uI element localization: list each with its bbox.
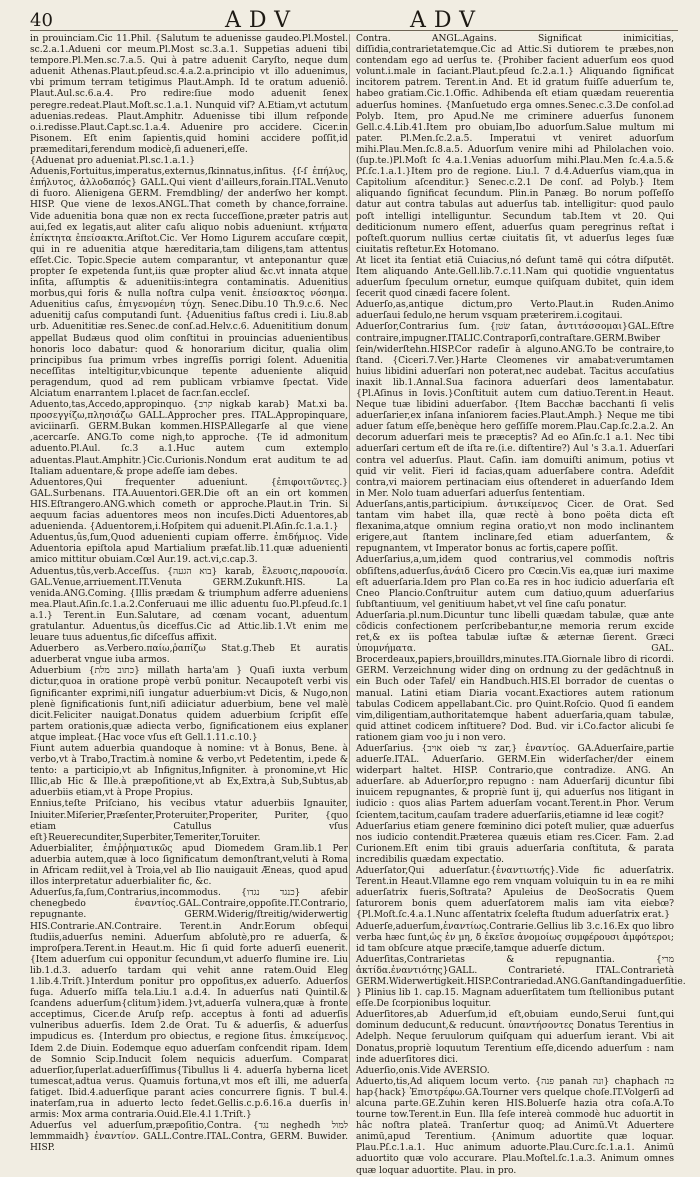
dictionary-entry: Aduerſaria.pl.num.Dicuntur tunc libelli quædam tabulæ, quæ ante cõdicis confectionem perſcribebantur,ne memoria rerum excide ret,& ex iis poſtea tabulæ iuſtæ & æternæ ſierent. Græci ὑπομνήματα. GAL. Brocerdeaux,papiers,brouilldrs,minutes.ITA.Giornale libro di ricordi. GERM. Verzeichnung wider ding on ordnung zu der gedächtnuß in ein Buch oder Tafel/ ein Handbuch.HIS.El borrador de cuentas o manual. Latini etiam Diaria vocant.Exactiores autem rationum tabulas Codicem appellabant.Cic. pro Quint.Roſcio. Quod ſi eandem vim,diligentiam,authoritatemque habent aduerſaria,quam tabulæ, quid attinet codicem inſtituere? Dod. Bud. vir i.Co.factor alicubi ſe rationem giam voo ju i non vero. (356, 610, 674, 743)
dictionary-entry: Aduerſe,aduerſum,ἐναντίως.Contrarie.Gellius lib 3.c.16.Ex quo libro verba hæc ſunt,ὡς ἐν μη, δ ἐκεῖσε ἀνομοίως συμφέρουσι ἀμφότεροι; id tam obſcure atque præciſe,tamque aduerſe dictum. (356, 921, 674, 954)
dictionary-entry: Aduenis,Fortuitus,imperatus,externus,ſkinnatus,inſitus. {ſ-ſ ἐπήλυς, ἐπήλυτος, ἀλλοδαπός} GALL.Qui vient d'ailleurs,forain.ITAL.Venuto di fuoro. Alienigena GERM. Fremdbling/ der anderſwo her kompt. HISP. Que viene de lexos.ANGL.That cometh by chance,forraine. Vide aduenitia bona quæ non ex recta ſucceſſione,præter patris aut aui,ſed ex legatis,aut aliter caſu aliquo nobis adueniunt. κτήματα ἐπίκτητα ἐπείσακτα.Ariſtot.Cic. Ver Homo Ligurem accuſare cœpit, qui in re aduenitia atque hæreditaria,tam diligens,tam attentus eſſet.Cic. Topic.Specie autem comparantur, vt anteponantur quæ propter ſe expetenda ſunt,iis quæ propter aliud &c.vt innata atque inſita, aſſumptis & aduenitiis:integra contaminatis. Aduenitius morbus,qui foris & nulla noſtra culpa venit. ἐπείσακτος νόσημα. Aduenitius caſus, ἐπιγενομένη τύχη. Senec.Dibu.10 Th.9.c.6. Nec aduenitij caſus computandi ſunt. {Aduenitius faſtus credi i. Liu.8.ab urb. Aduenititiæ res.Senec.de conſ.ad.Helv.c.6. Aduenititium donum appellat Budæus quod olim conſtitui in prouincias aduenientibus honoris loco dabatur: quod & honorarium dicitur, qualia olim principibus ſua primum vrbes ingreſſis porrigi ſolent. Aduenitia neceſſitas inteltigitur,vbicunque tepente adueniente aliquid peragendum, quod ad rem publicam vrbiamve ſpectat. Vide Alciatum enarrantem l.placet de ſacr.ſan.eccleſ. (30, 167, 348, 399)
dictionary-entry: Aduerſarius,a,um,idem quod contrarius,vel commodis noſtris obſiſtens,aduerſus,ἀνάιδ Cicero pro Cœcin.Vis ea,quæ iuri maxime eſt aduerſaria.Idem pro Plan co.Ea res in hoc iudicio aduerſaria eſt Cneo Plancio.Conſtruitur autem cum datiuo,quum aduerſarius ſubſtantiuum, vel genitiuum habet,vt vel ſine caſu ponatur. (356, 555, 674, 610)
dictionary-entry: Aduerſitas,Contrarietas & repugnantia. {מרי ἀκτίδα.ἐναντιότης}GALL. Contrarieté. ITAL.Contrarietà GERM.Widerwertigkeit.HISP.Contrariedad.ANG.Ganſtandingaduerſitie. } Plinius lib 1. cap.15. Magnam aduerſitatem tum ſtellionibus putant eſſe.De ſcorpionibus loquitur. (356, 954, 686, 1010)
right-column (356, 34, 686, 1176)
dictionary-entry: Aduentores,Qui frequenter adueniunt. {ἐπιφοιτῶντες.} GAL.Surbenans. ITA.Auuentori.GER.Die oft an ein ort kommen HIS.Eſtrangero.ANG.which cometh or approche.Plaut.in Trin. Si aequum facias aduentores meos non incuſes.Dicti Aduentores,ab aduenienda. {Aduentorem,i.Hoſpitem qui aduenit.Pl.Aſin.ſc.1.a.1.} (30, 477, 348, 533)
dictionary-entry: Aduerbero as.Verbero.παίω,ῥαπίζω Stat.g.Theb Et auratis aduerberat vngue iuba armos. (30, 644, 348, 666)
dictionary-entry: Aduentus,ûs,ſum,Quod aduenienti cupiam offerre. ἐπιδήμιος. Vide Aduentoria epiſtola apud Martialium præfat.lib.11.quæ aduenienti amico mittitur obuiam.Cœl Aur.19. act.vi,c.cap.3. (30, 533, 348, 566)
dictionary-entry: Aduerſio,onis.Vide AVERSIO. (356, 1065, 490, 1076)
dictionary-entry: Aduerſans,antis,participium. ἀντικείμενος Cicer. de Orat. Sed tantam vim habet illa, quæ rectè à bono poëta dicta eſt flexanima,atque omnium regina oratio,vt non modo inclinantem erigere,aut ſtantem inclinare,ſed etiam aduerſantem, & repugnantem, vt Imperator bonus ac fortis,capere poſſit. (356, 499, 674, 555)
dictionary-entry: in prouinciam.Cic 11.Phil. {Salutum te aduenisse gaudeo.Pl.Mostel. sc.2.a.1.Adueni cor meum.Pl.Most sc.3.a.1. Suppetias adueni tibi tempore.Pl.Men.sc.7.a.5. Qui à patre aduenit Caryſto, neque dum aduenit Athenas.Plaut.pſeud.sc.4.a.2.a.principio vt illo aduenimus, vbi primum terram tetigimus Plaut.Amph. Id te oratum adueniô. Plaut.Aul.sc.6.a.4. Pro redire:ſiue modo aduenit ſenex peregre.redeat.Plaut.Moſt.sc.1.a.1. Nunquid viſ? A.Etiam,vt actutum aduenias.redeas. Plaut.Amphitr. Aduenisse tibi illum reſponde o.i.redisse.Plaut.Capt.sc.1.a.4. Aduenire pro accidere. Cicer.in Pisonem. Eſt enim ſapientis,quid homini accidere poſſit,id præmeditari,ferendum modicè,ſi adueneri,eſſe. (30, 34, 348, 155)
dictionary-entry: Aduerſarius etiam genere fœminino dici poteſt mulier, quæ aduerſus nos iudicio contendit.Præterea quæuis etiam res.Cicer. Fam. 2.ad Curionem.Eſt enim tibi grauis aduerſaria conſtituta, & parata incredibilis quædam expectatio. (356, 821, 674, 865)
dictionary-entry: Aduerſus,fa,ſum,Contrarius,incommodus. {כנגד נגדו} afebir chenegbedo ἐναντίος.GAL.Contraire,oppoſite.IT.Contrario, repugnante. GERM.Widerig/ſtreitig/widerwertig HIS.Contrarie.AN.Contraire. Terent.in Andr.Eorum obſequi ſtudiis,aduerſus nemini. Aduerſum abſolutè,pro re aduerſa, & improſpera.Terent.in Heaut.m. Hic ſi quid forte aduerſi euenerit. {Item aduerſum cui opponitur ſecundum,vt aduerſo flumine ire. Liu lib.1.d.3. aduerſo tardam qui vehit anne ratem.Ouid Eleg 1.lib.4.Triſt.}Interdum ponitur pro oppoſitus,ex aduerſo. Aduerſos fuga. Aduerſo miſſa tela.Liu.1 a.d.4. In aduerſus nati Quintil.& ſcandens aduerſum{clitum}idem.}vt,aduerſa vulnera,quæ à fronte acceptimus, Cicer.de Aruſp reſp. acceptus à fonti ad aduerſis vulneribus aduerſis. Idem 2.de Orat. Tu & aduerſis, & aduerſus impudicus es. {Interdum pro obiectus, e regione ſitus. ἐπικείμενος. Idem 2.de Diuin. Eodemque equo aduerſam confcendit ripam. Idem de Somnio Scip.Inducit ſolem nequicis aduerſum. Comparat aduerſior,ſuperlat.aduerſiſſimus{Tibullus li 4. aduerſa hyberna licet tumescat,adtua verus. Quamuis fortuna,vt mos eſt illi, me aduerſa fatiget. Ibid.4.aduerſique parant acies concurrere ſignis. T bul.4. inaterſam,rua in aduerto lecto ſedet.Gellis.c.p.6.16.a duerſis in armis: Mox arma contraria.Ouid.Ele.4.l 1.Triſt.} (30, 888, 348, 1121)
running-head-left: ADV (224, 8, 299, 33)
dictionary-entry: Aduerbium {כתוב מלת} millath harta'am } Quaſi iuxta verbum dictur,quoa in oratione propè verbū ponitur. Necaupoteſt verbi vis ſignificanter exprimi,niſi iungatur aduerbium:vt Dicis, & Nugo,non plenè ſignificationis ſunt,niſi adiiciatur aduerbium, bene vel malè dicit.Feliciter nauigat.Donatus quidem aduerbium ſcripſit eſſe partem orationis,quæ adiecta verbo, ſignificationem eius explaner atque impleat.{Hac voce vſus eſt Gell.1.11.c.10.} (30, 666, 348, 743)
dictionary-entry: Fiunt autem aduerbia quandoque à nomine: vt à Bonus, Bene. à verbo,vt à Trabo,Tractim.à nomine & verbo,vt Pedetentim, i.pede & tento: a participio,vt ab Infignitus,Infigniter. à pronomine,vt Hic Illic,ab Hic & Ille.à præpoſitione,vt ab Ex,Extra,à Sub,Subtus,ab aduerbiis etiam,vt à Prope Propius. (30, 744, 348, 799)
dictionary-entry: Aduerſator,Qui aduerſatur.{ἐναντιωτής}.Vide fic aduerſatrix. Terent.in Heaut.Vllamne ego rem vnquam voluiquin tu in ea re mihi aduerſatrix fueris,Soſtrata? Apuleius de DeoSocratis Quem ſaturorem bonis quem aduerſatorem malis iam vita eiebœ? {Pl.Moſt.ſc.4.a.1.Nunc aſſentatrix ſcelefta ſtudum aduerſatrix erat.} (356, 866, 674, 921)
dictionary-entry: Aduentus,tûs,verb.Acceſſus. {בוא הגעה} karab, ἔλευσις,παρουσία. GAL.Venue,arriuement.IT.Venuta GERM.Zukunft.HIS. La venida.ANG.Coming. {Illis prædam & triumphum adferre adueniens mea.Plaut.Aſin.ſc.1.a.2.Conferuaui me illic aduentu ſuo.Pl.pſeud.ſc.1 a.1.} Terent.in Eun.Salutare, ad cœnam vocant, aduentum gratulantur. Aduentus,ûs dicefſus.Cic ad Attic.lib.1.Vt enim me leuare tuus aduentus,ſic diſceſſus affixit. (30, 566, 348, 644)
dictionary-entry: Aduento,tas,Accedo,appropinquo. {קרב nigkab karab} Mat.xi ba. προσεγγίζω,πλησιάζω GALL.Approcher pres. ITAL.Appropinquare, aviciinarſi. GERM.Bukan kommen.HISP.Allegarſe al que viene ,acercarſe. ANG.To come nigh,to approche. {Te id admonitum aduento.Pl.Aul. ſc.3 a.1.Huc autem cum extemplo aduentas.Plaut.Amphitr.}Cic.Curionis.Nondum erat auditum te ad Italiam aduentare,& prope adeſſe iam debes. (30, 400, 348, 477)
dictionary-entry: {Aduenat pro adueniat.Pl.sc.1.a.1.} (30, 156, 196, 167)
column-divider (349, 34, 350, 1104)
dictionary-entry: Aduerto,tis,Ad aliquem locum verto. {פנה panah ונה} chaphach בה hap{hack} Ἐπιστρέφω.GA.Tourner vers quelque choſe.IT.Volgerſi ad alcuna parte.GE.Zuhin keren HIS.Boluerſe hazia otra coſa.A.To tourne tow.Terent.in Eun. Illa ſeſe intereà commodè huc aduortit in hâc noſtra plateā. Tranſertur quoq; ad Animū.Vt Aduertere animū,apud Terentium. {Animum aduortite quæ loquar. Plau.Pſ.c.1.a.1. Huc animum aduorte.Plau.Curc.ſc.1.a.1. Animū aduortito quæ volo accurare. Plau.Moſtel.ſc.1.a.3. Animum omnes quæ loquar aduortite. Plau. in pro. (356, 1076, 674, 1176)
header-rule (30, 30, 678, 31)
dictionary-entry: Aduerſus vel aduerſum,præpoſitio,Contra. {נגד neghedh למול lemmmaidh} ἐναντίον. GALL.Contre.ITAL.Contra, GERM. Buwider. HISP. (30, 1121, 348, 1154)
dictionary-entry: Aduerſo,as,antique dictum,pro Verto.Plaut.in Ruden.Animo aduerſaui ſedulo,ne herum vsquam præterirem.i.cogitaui. (356, 300, 674, 322)
dictionary-entry: Aduerſor,Contrarius ſum. {שׂטן ſatan, ἀντιτάσσομαι}GAL.Eſtre contraire,impugner.ITALIC.Contraporſi,contraſtare.GERM.Bwiber ſein/widerſtehn.HISP.Cor radeſir à alguno.ANG.To be contraire,to ſtand. {Ciceri.7.Ver.}Harte Cleomenes vir amabat:verumtamen huius libidini aduerſari non poterat,nec audebat. Tacitus accuſatius inaxit lib.1.Annal.Sua facinora aduerſari deos lamentabatur. {Pl.Aſinus in Iovis.}Conſtituit autem cum datiuo.Terent.in Heaut. Neque tuæ libidini aduerſabor. {Item Bacchæ bacchanti ſi velis aduerſarier,ex inſana inſaniorem facies.Plaut.Amph.} Neque me tibi aduer ſatum eſſe,benèque hero geſſiſſe morem.Plau.Cap.ſc.2.a.2. An decorum aduerſari meis te præceptis? Ad eo Aſin.ſc.1 a.1. Nec tibi aduerſari certum eſt de iſta re.(i.e. diſtentire?) Aul 's 3.a.1. Aduerſari contra vel aduerſus. Plaut. Caſin. iam domuiſti animum, potius vt quid vir velit. Fieri id facias,quam aduerſabere contra. Adeſdit contra,vi maiorem pertinaciam eius oſtenderet in aduerſando Idem in Mer. Nolo tuam aduerſari aduerſus ſententiam. (356, 322, 674, 499)
dictionary-entry: Aduerſitores,ab Aduerſum,id eſt,obuiam eundo,Serui ſunt,qui dominum deducunt,& reducunt. ὑπαντήσοντες Donatus Terentius in Adelph. Neque ſeruulorum quiſquam qui aduerſum ierant. Vbi ait Donatus,propriè loquutum Terentium eſſe,dicendo aduerſum : nam inde aduerſitores dici. (356, 1010, 674, 1065)
page-number: 40 (30, 10, 53, 31)
dictionary-entry: Contra. ANGL.Agains. Significat inimicitias, diſſidia,contrarietatemque.Cic ad Attic.Si dutiorem te præbes,non contendam ego ad uerſus te. {Prohiber facient aduerſum eos quod volunt.i.male in ſaciant.Plaut.pſeud ſc.2.a.1.} Aliquando ſignificat incitorem patrem. Terent.in And. Et id gratum fuiſſe aduerſum te, habeo gratiam.Cic.1.Offic. Adhibenda eſt etiam quædam reuerentia aduerſus homines. {Manſuetudo erga omnes.Senec.c.3.De conſol.ad Polyb. Item, pro Apud.Ne me criminere aduerſus ſunonem Gell.c.4.Lib.41.Item pro obuiam,Ibo aduorſum.Salue multum mi pater. Pl.Men.ſc.2.a.5. Imperatui vt veniret aduorſum mihi.Plau.Men.ſc.8.a.5. Aduorſum venire mihi ad Philolachen voio.(ſup.te.)Pl.Moſt ſc 4.a.1.Venias aduorſum mihi.Plau.Men ſc.4.a.5.& Pſ.ſc.1.a.1.}Item pro de regione. Liu.l. 7 d.4.Aduerſus viam,qua in Capitolium aſcenditur.} Senec.c.2.1 De conſ. ad Polyb.} Item aliquando ſignificat ſecundum. Plin.in Panæg. Bo norum poſſeſſo datur aut contra tabulas aut aduerſus tab. intelligitur: quod paulo poſt intelligi intelliguntur. Secundum tab.Item vt 20. Qui dediticionum numero eſſent, aduerſus quam peregrinus reſtat i poſteſt.quorum nullius certæ ciuitatis ſit, vt aduerſus leges ſuæ ciuitatis reſtetur.Ex Hotomano. (356, 34, 674, 255)
dictionary-entry: Aduerbialiter, ἐπιῤῥηματικῶς apud Diomedem Gram.lib.1 Per aduerbia autem,quæ à loco ſignificatum demonſtrant,veluti à Roma in Africam rediit,vel à Troia,vel ab Ilio nauigauit Æneas, quod apud illos interpretatur aduerbialiter fic, &c. (30, 843, 348, 888)
running-head-right: ADV (409, 8, 484, 33)
left-column (30, 34, 348, 1154)
dictionary-entry: Aduerſarius. {אויב oieb צר zar,} ἐναντίος. GA.Aduerſaire,partie aduerſe.ITAL. Aduerſario. GERM.Ein widerſacher/der einem widerpart haltet. HISP. Contrario,que contradize. ANG. An aduerſare. ab Aduerſor,pro repugno : nam Aduerſarij dicuntur ſibi inuicem repugnantes, & propriè ſunt ij, qui aduerſus nos litigant in iudicio : quos alias Partem aduerſam vocant.Terent.in Phor. Verum ſcientem,tacitum,cauſam tradere aduerſariis,etiamne id leæ cogit? (356, 744, 674, 821)
dictionary-entry: Ennius,teſte Priſciano, his vecibus vtatur aduerbiis Ignauiter, Iniuiter.Miſerier,Præſenter,Proteruiter,Properiter, Puriter, {quo etiam Catullus vſus eſt}Reuerecunditer,Superbiter,Temeriter,Toruiter. (30, 799, 348, 843)
dictionary-entry: At licet ita ſentiat etiā Cuiacius,nó deſunt tamē qui cótra diſputēt. Item aliquando Ante.Gell.lib.7.c.11.Nam qui quotidie vnguentatus aduerſum ſpeculum ornetur, eumque quiſquam dubitet, quin idem ſecerit quod cinædi facere ſolent. (356, 255, 674, 300)
